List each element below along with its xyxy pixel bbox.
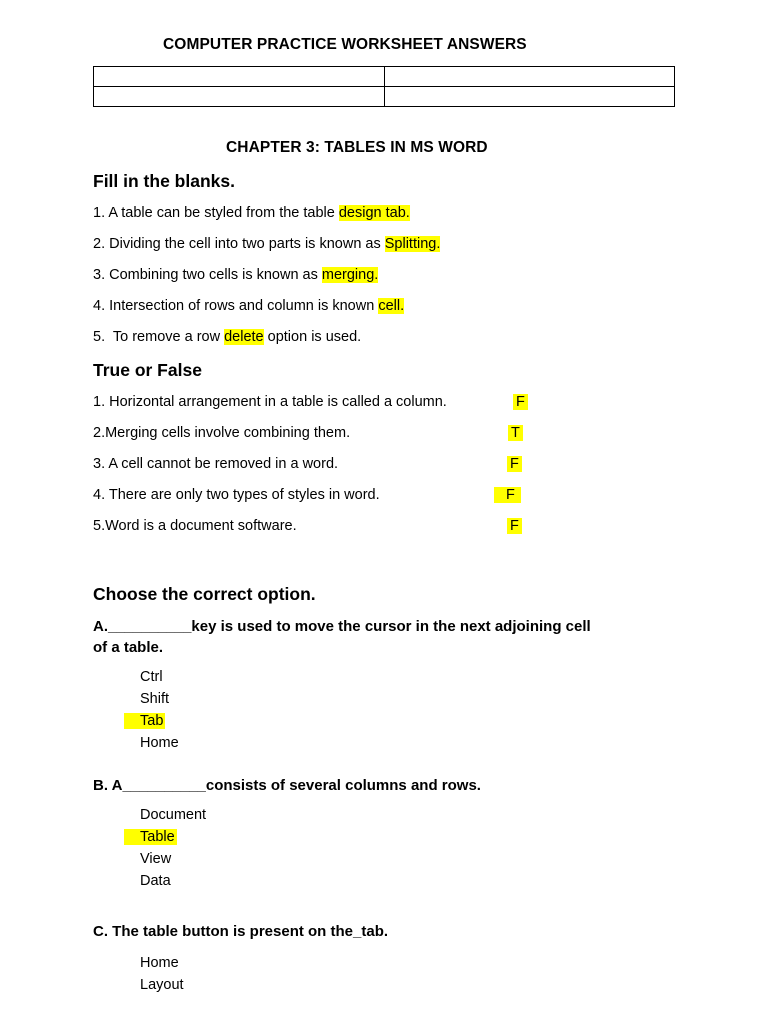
tf-answer: T: [508, 425, 523, 441]
option: Ctrl: [140, 669, 163, 685]
fill-item-text: 2. Dividing the cell into two parts is known as: [93, 236, 385, 252]
tf-statement: 5.Word is a document software.: [93, 518, 297, 534]
fill-item: [93, 205, 410, 221]
option: Document: [140, 807, 207, 823]
true-false-heading: True or False: [93, 360, 202, 380]
table-cell: [384, 67, 675, 87]
tf-answer: F: [513, 394, 528, 410]
chapter-title: CHAPTER 3: TABLES IN MS WORD: [226, 139, 488, 156]
fill-item-text: 1. A table can be styled from the table: [93, 205, 339, 221]
fill-item-answer: merging.: [321, 267, 379, 283]
option-correct-label: Table: [140, 829, 175, 845]
table-cell: [384, 87, 675, 107]
option: View: [140, 851, 172, 867]
question-b: B. A__________consists of several columns and rows.: [93, 777, 481, 794]
tf-statement: 2.Merging cells involve combining them.: [93, 425, 351, 441]
table-cell: [94, 87, 385, 107]
tf-statement: 4. There are only two types of styles in word.: [93, 487, 380, 503]
question-a-line2: of a table.: [93, 639, 164, 656]
option-correct: [124, 713, 165, 729]
fill-item: [93, 236, 440, 252]
tf-answer: F: [507, 518, 522, 534]
choose-heading: Choose the correct option.: [93, 584, 316, 604]
option: Home: [140, 955, 179, 971]
question-c: C. The table button is present on the_tab.: [93, 923, 389, 940]
fill-item-answer: delete: [224, 329, 264, 345]
option: Home: [140, 735, 179, 751]
name-date-table: [93, 66, 675, 107]
fill-item: [93, 298, 404, 314]
page-title: COMPUTER PRACTICE WORKSHEET ANSWERS: [163, 36, 527, 53]
question-a-line1: A.__________key is used to move the cursor in the next adjoining cell: [93, 618, 591, 635]
tf-answer: F: [494, 487, 521, 503]
tf-statement: 3. A cell cannot be removed in a word.: [93, 456, 339, 472]
fill-item-text-after: option is used.: [263, 329, 362, 345]
option: Data: [140, 873, 171, 889]
option-correct-label: Tab: [140, 713, 164, 729]
option: Layout: [140, 977, 184, 993]
fill-item-answer: Splitting.: [384, 236, 441, 252]
fill-item: [93, 329, 361, 345]
option-correct: [124, 829, 177, 845]
fill-item-text: 3. Combining two cells is known as: [93, 267, 322, 283]
fill-item-text: 5. To remove a row: [93, 329, 225, 345]
tf-statement: 1. Horizontal arrangement in a table is called a column.: [93, 394, 447, 410]
table-cell: [94, 67, 385, 87]
fill-item-answer: cell.: [378, 298, 405, 314]
fill-item-text: 4. Intersection of rows and column is known: [93, 298, 379, 314]
option: Shift: [140, 691, 170, 707]
fill-item-answer: design tab.: [338, 205, 410, 221]
fill-blanks-heading: Fill in the blanks.: [93, 171, 235, 191]
fill-item: [93, 267, 378, 283]
tf-answer: F: [507, 456, 522, 472]
